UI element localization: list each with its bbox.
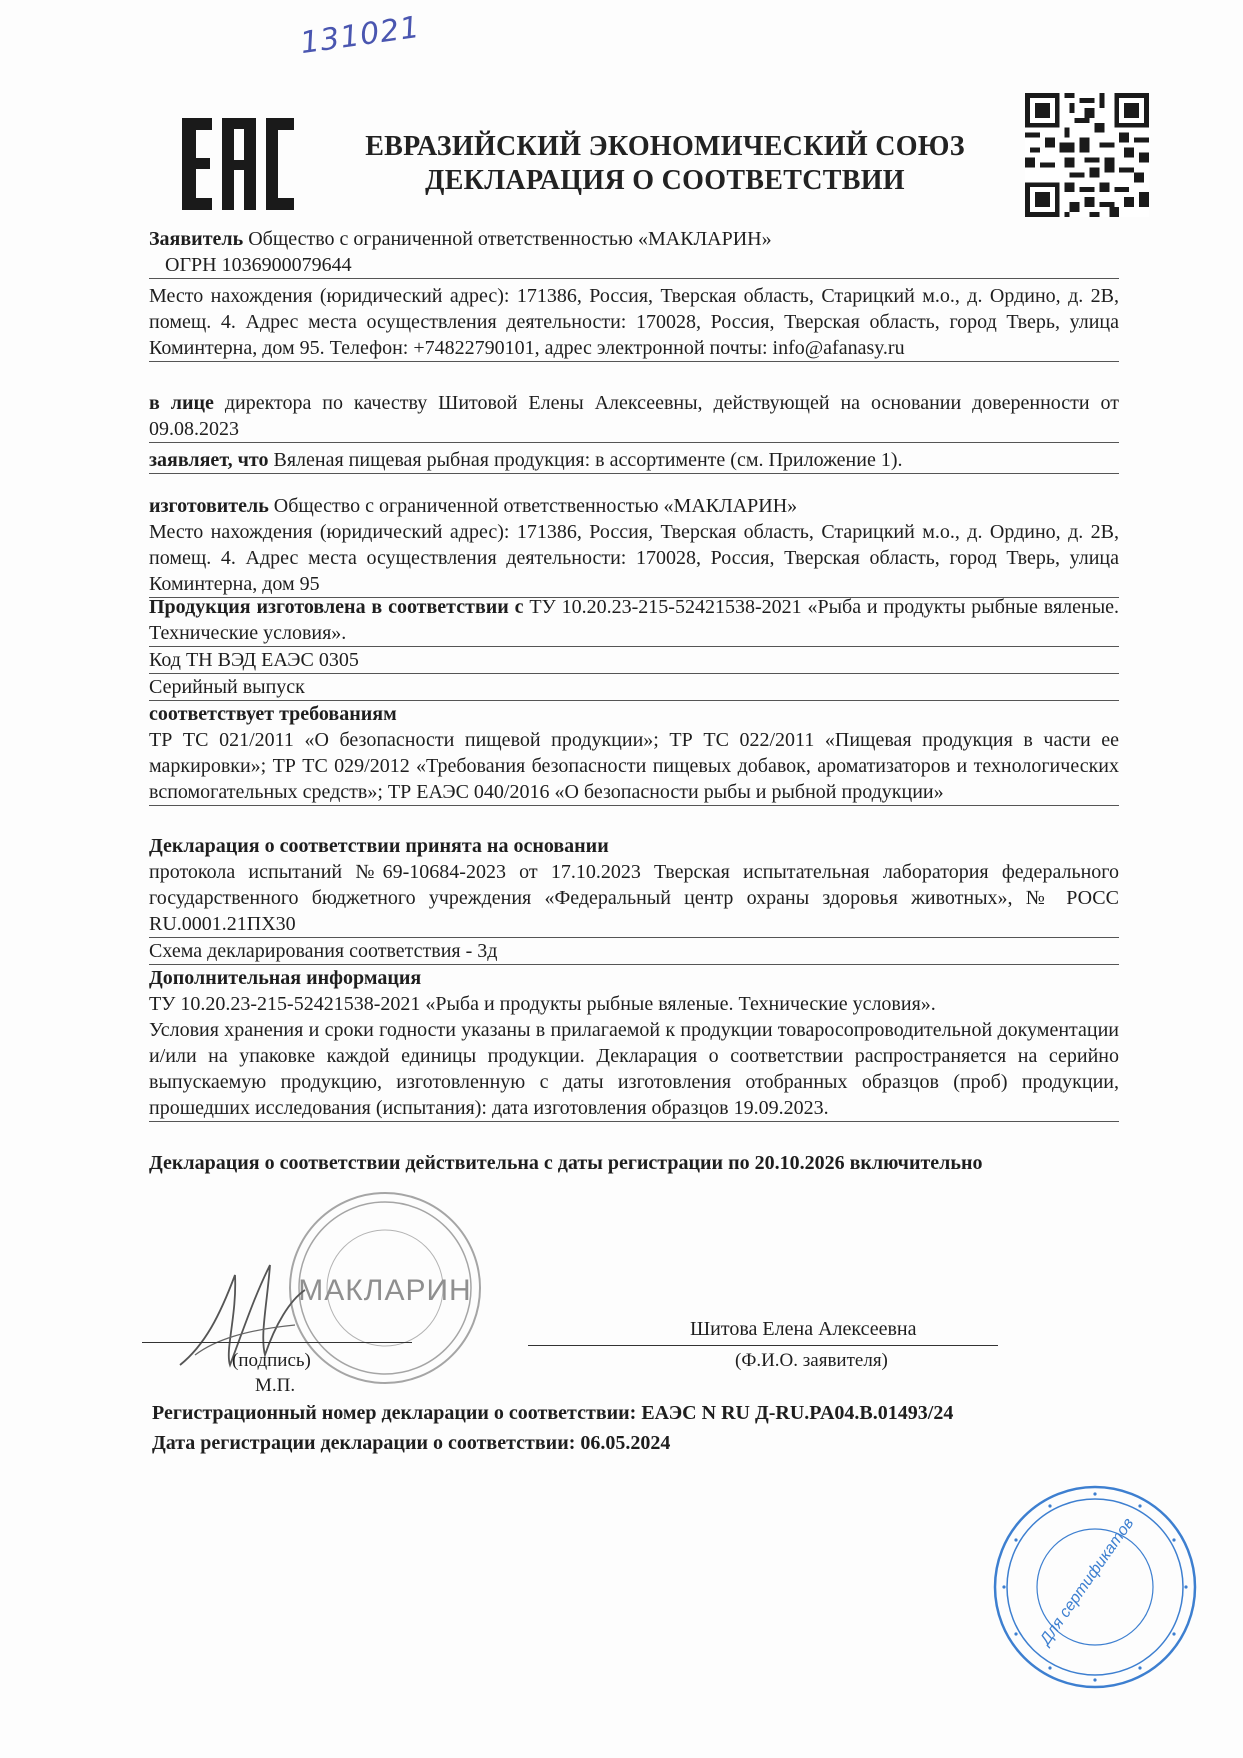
product-release: Серийный выпуск (149, 674, 1119, 701)
product-standard: ТУ 10.20.23-215-52421538-2021 «Рыба и продукты рыбные вяленые. Технические условия». (149, 596, 1120, 644)
applicant-ogrn: ОГРН 1036900079644 (149, 252, 1119, 279)
manufacturer-name: Общество с ограниченной ответственностью «МАКЛАРИН» (273, 495, 798, 517)
certification-stamp-text: Для сертификатов (1037, 1515, 1138, 1649)
signature-caption: (подпись) (232, 1350, 311, 1371)
representative-label: в лице (149, 392, 214, 414)
product-label: Продукция изготовлена в соответствии с (149, 596, 524, 618)
registration-date: Дата регистрации декларации о соответствии: 06.05.2024 (152, 1432, 671, 1454)
requirements-section (149, 701, 1119, 806)
validity-statement: Декларация о соответствии действительна с даты регистрации по 20.10.2026 включительно (149, 1152, 983, 1174)
applicant-full-name: Шитова Елена Алексеевна (690, 1318, 917, 1340)
seal-caption: М.П. (255, 1375, 296, 1396)
manufacturer-address: Место нахождения (юридический адрес): 171386, Россия, Тверская область, Старицкий м.о., д. Ордино, д. 2В, помещ. 4. Адрес места осуществления деятельности: 170028, Россия, Тверская область, город Тверь, улица Коминтерна, дом 95 (149, 519, 1119, 598)
basis-section (149, 833, 1119, 965)
product-tn-ved: Код ТН ВЭД ЕАЭС 0305 (149, 647, 1119, 674)
declares-label: заявляет, что (149, 449, 269, 471)
document-header (320, 130, 1010, 198)
basis-scheme: Схема декларирования соответствия - 3д (149, 938, 1119, 965)
company-stamp-text: МАКЛАРИН (298, 1274, 472, 1307)
header-declaration: ДЕКЛАРАЦИЯ О СООТВЕТСТВИИ (425, 165, 905, 196)
basis-text: протокола испытаний №69-10684-2023 от 17.10.2023 Тверская испытательная лаборатория федерального государственного бюджетного учреждения «Федеральный центр охраны здоровья животных», № РОСС RU.0001.21ПХ30 (149, 859, 1119, 938)
additional-section (149, 965, 1119, 1122)
signature-line (142, 1342, 412, 1343)
manufacturer-label: изготовитель (149, 495, 269, 517)
manufacturer-section (149, 493, 1119, 598)
additional-text: Условия хранения и сроки годности указаны в прилагаемой к продукции товаросопроводительной документации и/или на упаковке каждой единицы продукции. Декларация о соответствии распространяется на серийно выпускаемую продукцию, изготовленную с даты изготовления отобранных образцов (проб) продукции, прошедших исследования (испытания): дата изготовления образцов 19.09.2023. (149, 1017, 1119, 1122)
applicant-address: Место нахождения (юридический адрес): 171386, Россия, Тверская область, Старицкий м.о., д. Ордино, д. 2В, помещ. 4. Адрес места осуществления деятельности: 170028, Россия, Тверская область, город Тверь, улица Коминтерна, дом 95. Телефон: +74822790101, адрес электронной почты: info@afanasy.ru (149, 283, 1119, 362)
product-section (149, 594, 1119, 701)
qr-code-icon (1025, 93, 1149, 217)
requirements-text: ТР ТС 021/2011 «О безопасности пищевой продукции»; ТР ТС 022/2011 «Пищевая продукция в части ее маркировки»; ТР ТС 029/2012 «Требования безопасности пищевых добавок, ароматизаторов и технологических вспомогательных средств»; ТР ЕАЭС 040/2016 «О безопасности рыбы и рыбной продукции» (149, 727, 1119, 806)
declares-section (149, 447, 1119, 474)
applicant-label: Заявитель (149, 228, 244, 250)
name-caption: (Ф.И.О. заявителя) (735, 1350, 888, 1371)
additional-tu: ТУ 10.20.23-215-52421538-2021 «Рыба и продукты рыбные вяленые. Технические условия». (149, 993, 936, 1015)
registration-number: Регистрационный номер декларации о соответствии: ЕАЭС N RU Д-RU.PA04.B.01493/24 (152, 1402, 954, 1424)
applicant-name: Общество с ограниченной ответственностью «МАКЛАРИН» (248, 228, 772, 250)
representative-section (149, 390, 1119, 443)
requirements-label: соответствует требованиям (149, 703, 397, 725)
basis-label: Декларация о соответствии принята на основании (149, 835, 609, 857)
header-union: ЕВРАЗИЙСКИЙ ЭКОНОМИЧЕСКИЙ СОЮЗ (365, 131, 965, 162)
applicant-section (149, 226, 1119, 362)
eac-logo-icon (182, 118, 294, 210)
declares-text: Вяленая пищевая рыбная продукция: в ассортименте (см. Приложение 1). (273, 449, 903, 471)
name-line (528, 1345, 998, 1346)
certification-stamp-icon (990, 1482, 1200, 1692)
additional-label: Дополнительная информация (149, 967, 422, 989)
handwritten-number: 131021 (298, 9, 423, 62)
representative-text: директора по качеству Шитовой Елены Алексеевны, действующей на основании доверенности от 09.08.2023 (149, 392, 1120, 440)
